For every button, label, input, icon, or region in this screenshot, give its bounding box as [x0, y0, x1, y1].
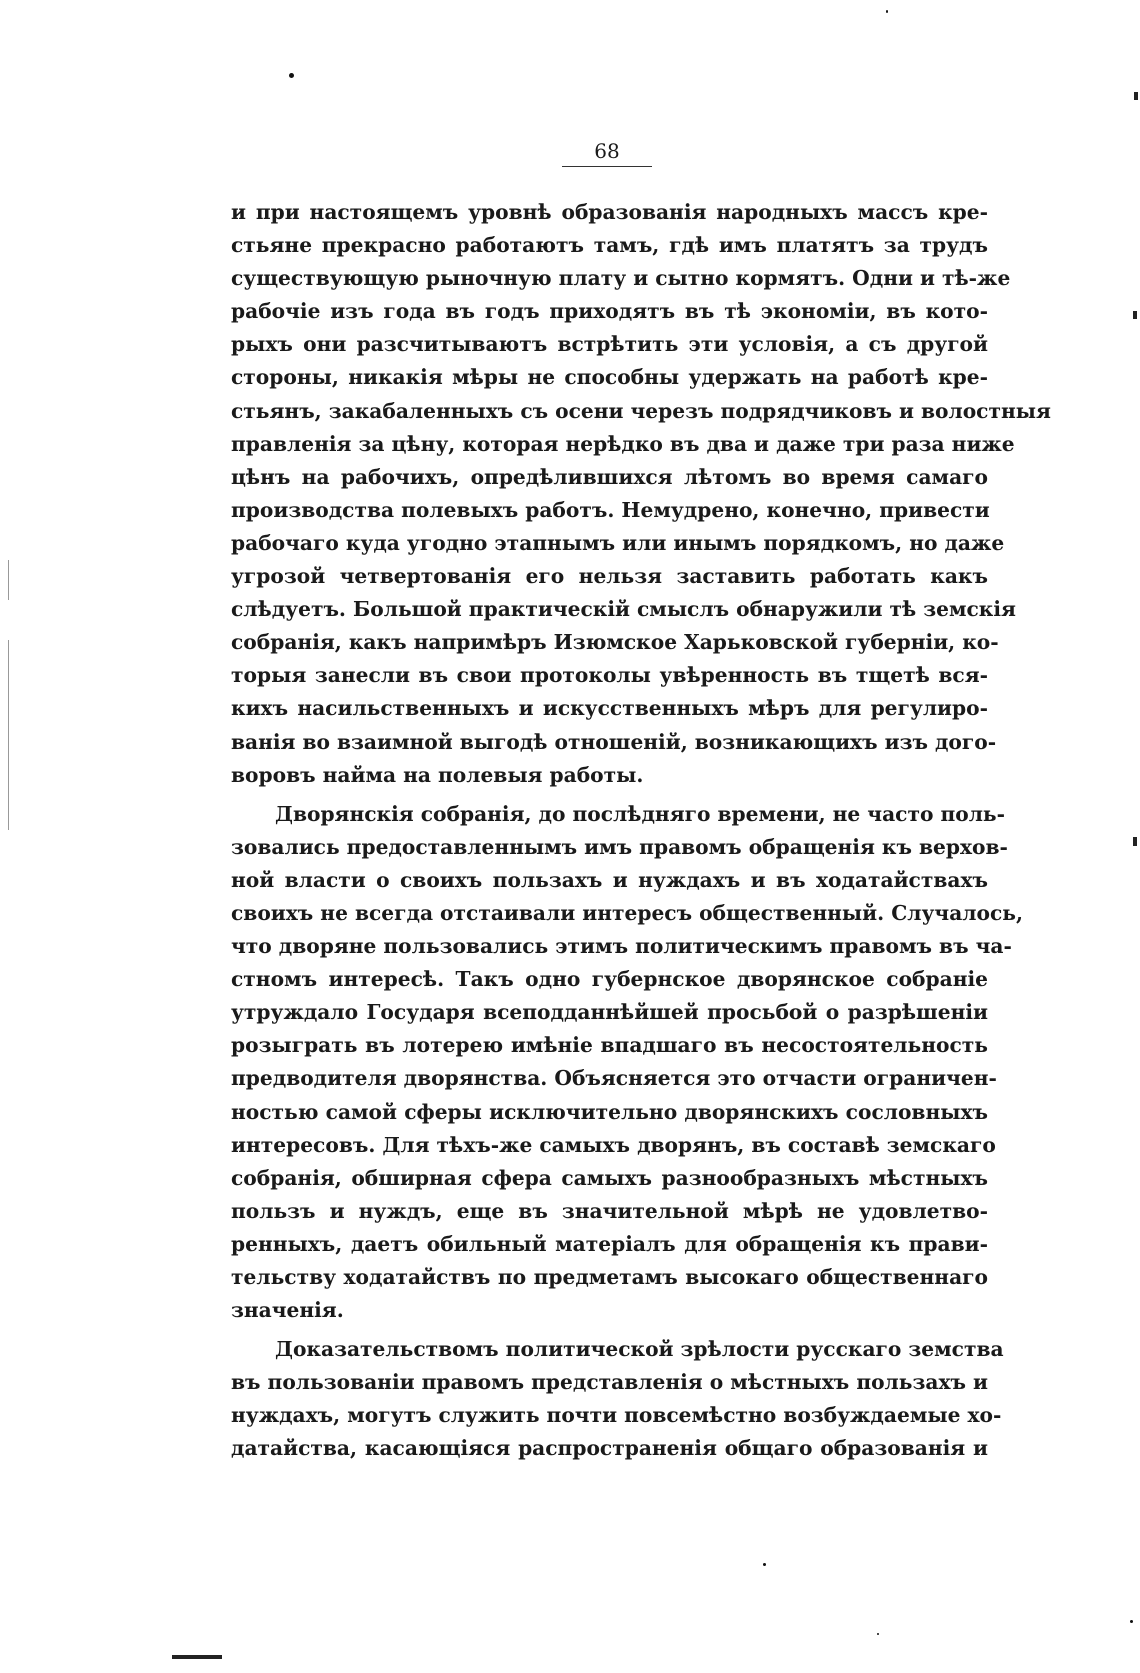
text-line: Доказательствомъ политической зрѣлости русскаго земства [275, 1337, 1004, 1362]
page-number: 68 [594, 139, 620, 163]
text-line: тельству ходатайствъ по предметамъ высокаго общественнаго [231, 1265, 988, 1289]
text-line: ренныхъ, даетъ обильный матеріалъ для обращенія къ прави- [231, 1231, 988, 1256]
text-line: нуждахъ, могутъ служить почти повсемѣстно возбуждаемые хо- [231, 1403, 1002, 1428]
text-line: въ пользованіи правомъ представленія о мѣстныхъ пользахъ и [231, 1370, 988, 1395]
margin-line [8, 640, 9, 830]
text-line: стороны, никакія мѣры не способны удержать на работѣ кре- [231, 365, 988, 390]
scan-speck [763, 1563, 766, 1566]
text-line: зовались предоставленнымъ имъ правомъ обращенія къ верхов- [231, 834, 1008, 859]
text-line: стномъ интересѣ. Такъ одно губернское дворянское собраніе [231, 967, 988, 992]
body-text [231, 196, 1051, 1466]
text-line: Дворянскія собранія, до послѣдняго времени, не часто поль- [275, 801, 1006, 826]
text-line: правленія за цѣну, которая нерѣдко въ два и даже три раза ниже [231, 431, 1015, 456]
scan-speck [1130, 1620, 1133, 1623]
text-line: утруждало Государя всеподданнѣйшей просьбой о разрѣшеніи [231, 1000, 988, 1025]
text-line: слѣдуетъ. Большой практическій смыслъ обнаружили тѣ земскія [231, 597, 1016, 622]
text-line: собранія, какъ напримѣръ Изюмское Харьковской губерніи, ко- [231, 630, 999, 655]
text-line: существующую рыночную плату и сытно кормятъ. Одни и тѣ-же [231, 266, 1011, 291]
text-line: кихъ насильственныхъ и искусственныхъ мѣръ для регулиро- [231, 696, 988, 721]
text-line: датайства, касающіяся распространенія общаго образованія и [231, 1436, 988, 1461]
text-line: стьяне прекрасно работаютъ тамъ, гдѣ имъ платятъ за трудъ [231, 233, 988, 258]
text-line: и при настоящемъ уровнѣ образованія народныхъ массъ кре- [231, 200, 988, 224]
scan-speck [886, 10, 888, 13]
text-line: собранія, обширная сфера самыхъ разнообразныхъ мѣстныхъ [231, 1165, 988, 1190]
scan-speck [877, 1633, 879, 1635]
page-number-rule [562, 166, 652, 167]
text-line: своихъ не всегда отстаивали интересъ общественный. Случалось, [231, 900, 1023, 925]
text-line: что дворяне пользовались этимъ политическимъ правомъ въ ча- [231, 934, 1012, 959]
edge-mark [1134, 92, 1138, 100]
text-line: производства полевыхъ работъ. Немудрено, конечно, привести [231, 497, 990, 522]
text-line: ванія во взаимной выгодѣ отношеній, возникающихъ изъ дого- [231, 729, 997, 754]
text-line: ностью самой сферы исключительно дворянскихъ сословныхъ [231, 1099, 988, 1124]
text-line: ной власти о своихъ пользахъ и нуждахъ и въ ходатайствахъ [231, 867, 988, 892]
text-line: стьянъ, закабаленныхъ съ осени черезъ подрядчиковъ и волостныя [231, 398, 1051, 423]
footer-mark [172, 1655, 222, 1659]
text-line: интересовъ. Для тѣхъ-же самыхъ дворянъ, въ составѣ земскаго [231, 1132, 996, 1157]
text-line: рабочаго куда угодно этапнымъ или инымъ порядкомъ, но даже [231, 530, 1005, 555]
text-line: воровъ найма на полевыя работы. [231, 762, 644, 787]
text-line: торыя занесли въ свои протоколы увѣренность въ тщетѣ вся- [231, 663, 988, 688]
text-line: цѣнъ на рабочихъ, опредѣлившихся лѣтомъ во время самаго [231, 464, 988, 489]
margin-line [8, 560, 9, 600]
text-line: угрозой четвертованія его нельзя заставить работать какъ [231, 564, 988, 589]
text-line: рыхъ они разсчитываютъ встрѣтить эти условія, а съ другой [231, 332, 988, 357]
text-line: розыграть въ лотерею имѣніе впадшаго въ несостоятельность [231, 1033, 988, 1058]
text-line: пользъ и нуждъ, еще въ значительной мѣрѣ не удовлетво- [231, 1198, 988, 1223]
text-line: значенія. [231, 1298, 344, 1323]
edge-mark [1133, 837, 1137, 846]
scan-speck [289, 73, 294, 78]
edge-mark [1133, 311, 1137, 319]
text-line: рабочіе изъ года въ годъ приходятъ въ тѣ экономіи, въ кото- [231, 299, 988, 324]
text-line: предводителя дворянства. Объясняется это отчасти ограничен- [231, 1066, 997, 1091]
